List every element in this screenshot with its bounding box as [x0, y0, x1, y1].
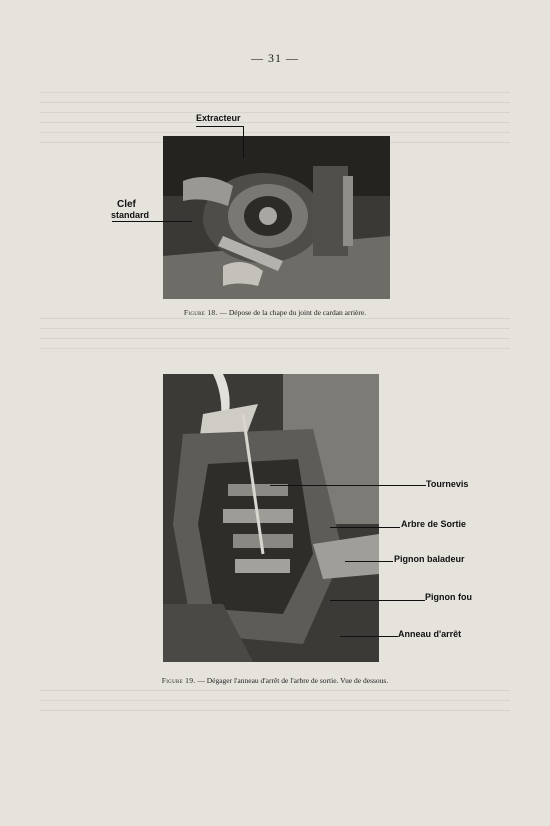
bleed-through-lines — [40, 318, 510, 358]
callout-line — [345, 561, 393, 562]
caption-text: — Dépose de la chape du joint de cardan arrière. — [219, 308, 367, 317]
caption-label: Figure 18. — [183, 308, 218, 317]
label-arbre-de-sortie: Arbre de Sortie — [401, 519, 467, 529]
label-anneau-d-arret: Anneau d'arrêt — [398, 629, 462, 639]
callout-line — [330, 527, 400, 528]
caption-label: Figure 19. — [161, 676, 196, 685]
figure-18-drawing — [163, 136, 390, 299]
callout-line — [112, 221, 192, 222]
figure-19-drawing — [163, 374, 379, 662]
caption-text: — Dégager l'anneau d'arrêt de l'arbre de sortie. Vue de dessous. — [197, 676, 389, 685]
label-extracteur: Extracteur — [196, 113, 241, 123]
label-pignon-baladeur: Pignon baladeur — [394, 554, 465, 564]
callout-line — [330, 600, 425, 601]
callout-line — [243, 126, 244, 158]
figure-18-caption — [0, 308, 550, 317]
callout-line — [340, 636, 398, 637]
page-number: — 31 — — [251, 51, 299, 65]
label-tournevis: Tournevis — [426, 479, 469, 489]
bleed-through-lines — [40, 690, 510, 720]
label-standard: standard — [111, 210, 150, 220]
callout-line — [270, 485, 426, 486]
callout-line — [196, 126, 244, 127]
figure-18-photo — [163, 136, 390, 299]
figure-19-photo — [163, 374, 379, 662]
label-clef: Clef — [117, 199, 136, 210]
label-pignon-fou: Pignon fou — [425, 592, 472, 602]
figure-19-caption — [0, 676, 550, 685]
